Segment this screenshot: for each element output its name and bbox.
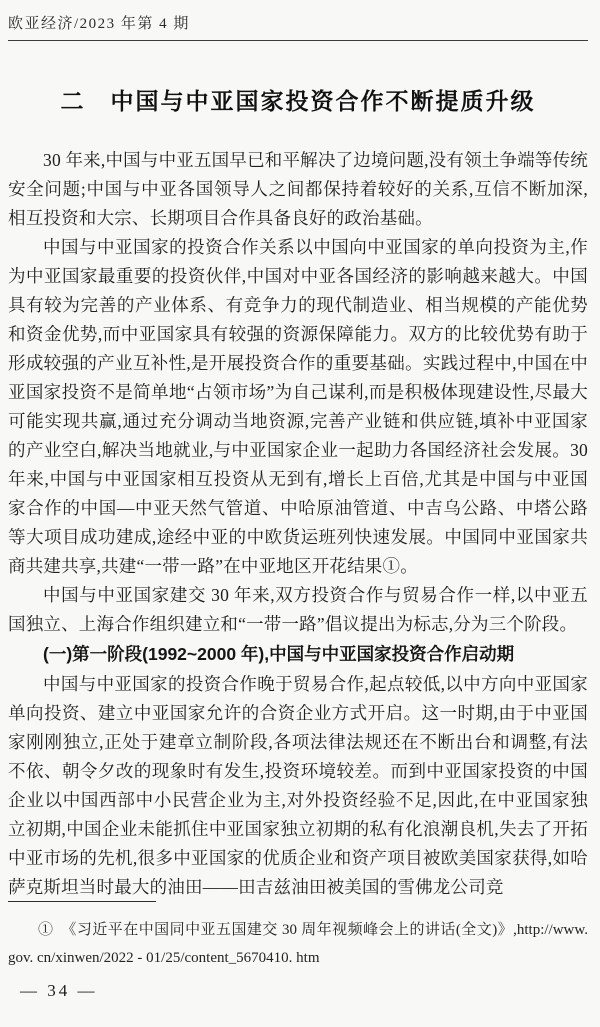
page-number: — 34 — — [20, 981, 98, 1000]
body-paragraph-3: 中国与中亚国家建交 30 年来,双方投资合作与贸易合作一样,以中亚五国独立、上海合作组织建立和“一带一路”倡议提出为标志,分为三个阶段。 — [8, 585, 588, 634]
body-paragraph-4: 中国与中亚国家的投资合作晚于贸易合作,起点较低,以中方向中亚国家单向投资、建立中亚国家允许的合资企业方式开启。这一时期,由于中亚国家刚刚独立,正处于建章立制阶段,各项法律法规还在不断出台和调整,有法不依、朝令夕改的现象时有发生,投资环境较差。而到中亚国家投资的中国企业以中国西部中小民营企业为主,对外投资经验不足,因此,在中亚国家独立初期,中国企业未能抓住中亚国家独立初期的私有化浪潮良机,失去了开拓中亚市场的先机,很多中亚国家的优质企业和资产项目被欧美国家获得,如哈萨克斯坦当时最大的油田——田吉兹油田被美国的雪佛龙公司竞 — [8, 674, 588, 897]
page-footer — [8, 901, 588, 1001]
section-title: 二 中国与中亚国家投资合作不断提质升级 — [60, 88, 536, 114]
header-rule — [8, 40, 588, 41]
footnote-separator — [8, 901, 156, 902]
running-head: 欧亚经济/2023 年第 4 期 — [8, 16, 190, 32]
body-paragraph-2: 中国与中亚国家的投资合作关系以中国向中亚国家的单向投资为主,作为中亚国家最重要的投资伙伴,中国对中亚各国经济的影响越来越大。中国具有较为完善的产业体系、有竞争力的现代制造业、相当规模的产能优势和资金优势,而中亚国家具有较强的资源保障能力。双方的比较优势有助于形成较强的产业互补性,是开展投资合作的重要基础。实践过程中,中国在中亚国家投资不是简单地“占领市场”为自己谋利,而是积极体现建设性,尽最大可能实现共赢,通过充分调动当地资源,完善产业链和供应链,填补中亚国家的产业空白,解决当地就业,与中亚国家企业一起助力各国经济社会发展。30 年来,中国与中亚国家相互投资从无到有,增长上百倍,尤其是中国与中亚国家合作的中国—中亚天然气管道、中哈原油管道、中吉乌公路、中塔公路等大项目成功建成,途经中亚的中欧货运班列快速发展。中国同中亚国家共商共建共享,共建“一带一路”在中亚地区开花结果①。 — [8, 237, 588, 576]
article-body — [8, 146, 588, 902]
body-paragraph-1: 30 年来,中国与中亚五国早已和平解决了边境问题,没有领土争端等传统安全问题;中国与中亚各国领导人之间都保持着较好的关系,互信不断加深,相互投资和大宗、长期项目合作具备良好的政治基础。 — [8, 150, 588, 228]
subsection-heading: (一)第一阶段(1992~2000 年),中国与中亚国家投资合作启动期 — [43, 644, 515, 664]
footnote: ① 《习近平在中国同中亚五国建交 30 周年视频峰会上的讲话(全文)》,http://www. gov. cn/xinwen/2022 - 01/25/content_5670410. htm — [8, 922, 588, 966]
